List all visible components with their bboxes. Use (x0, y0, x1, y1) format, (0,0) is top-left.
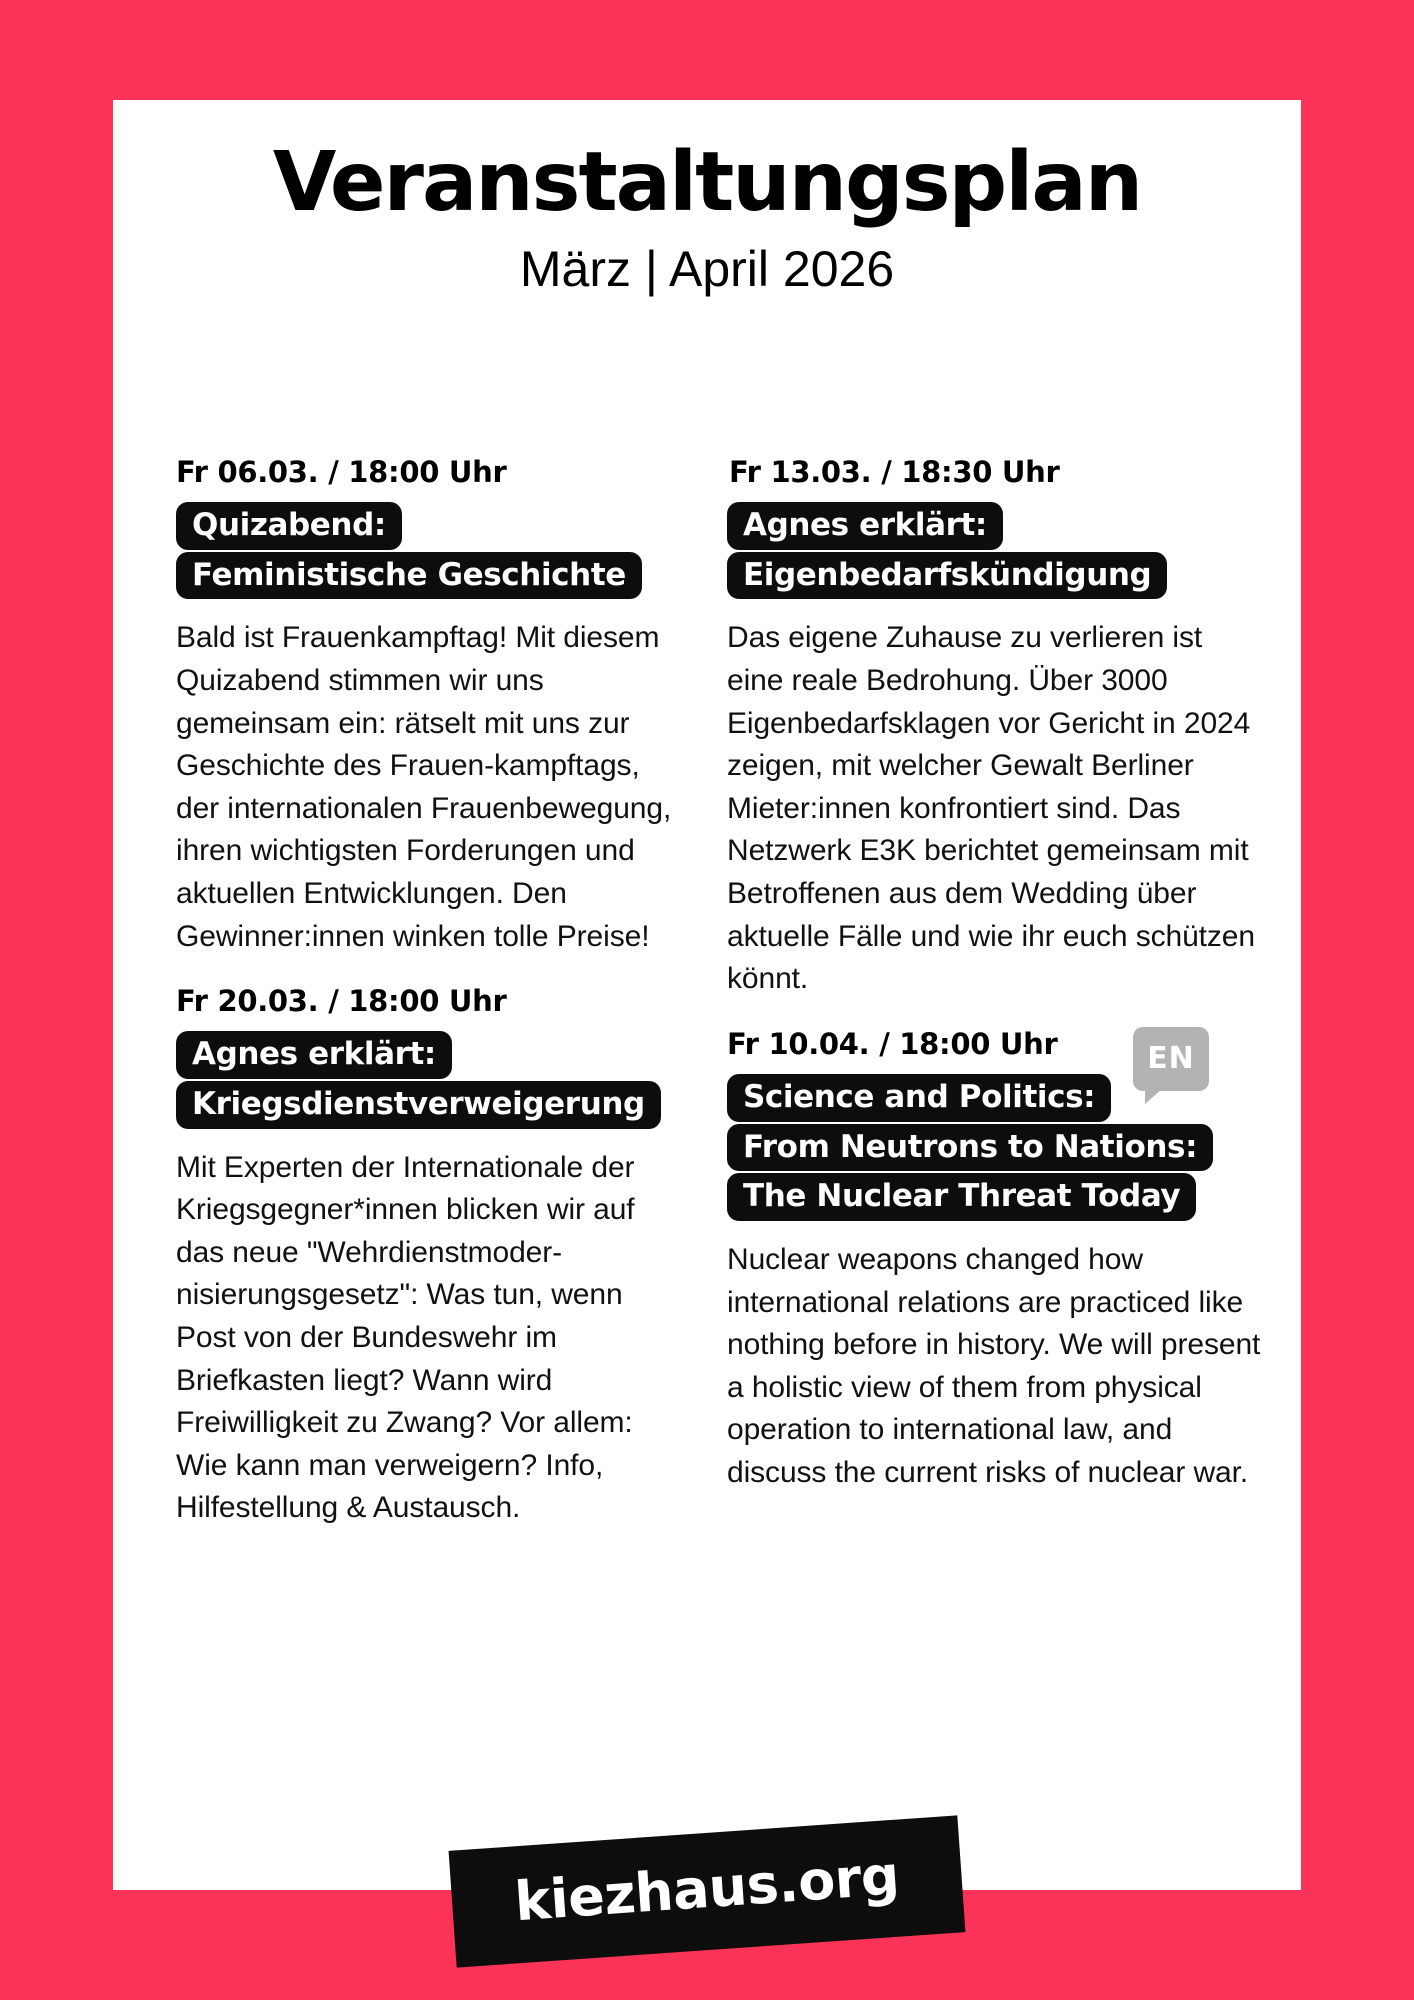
poster (113, 100, 1301, 1934)
event-date: Fr 06.03. / 18:00 Uhr (176, 455, 507, 489)
event-date: Fr 13.03. / 18:30 Uhr (729, 455, 1060, 489)
footer-logo[interactable] (449, 1815, 966, 1967)
event-description: Mit Experten der Internationale der Kriegsgegner*innen blicken wir auf das neue "Wehrdienstmoder-nisierungsgesetz": Was tun, wenn Post von der Bundeswehr im Briefkasten liegt? Wann wird Freiwilligkeit zu Zwang? Vor allem: Wie kann man verweigern? Info, Hilfestellung & Austausch. (176, 1150, 635, 1525)
event-title-line: Agnes erklärt: (176, 1031, 452, 1079)
event-item (727, 455, 1261, 1001)
event-description: Bald ist Frauenkampftag! Mit diesem Quizabend stimmen wir uns gemeinsam ein: rätselt mit uns zur Geschichte des Frauen-kampftags, der internationalen Frauenbewegung, ihren wichtigsten Forderungen und aktuellen Entwicklungen. Den Gewinner:innen winken tolle Preise! (176, 621, 672, 953)
event-title (176, 1031, 677, 1128)
column-left (113, 455, 707, 1556)
event-title (727, 1074, 1261, 1221)
event-title (727, 502, 1261, 599)
event-title-line: Agnes erklärt: (727, 502, 1003, 550)
event-title-line: Science and Politics: (727, 1074, 1111, 1122)
event-item (176, 984, 677, 1530)
event-description: Das eigene Zuhause zu verlieren ist eine reale Bedrohung. Über 3000 Eigenbedarfsklagen vor Gericht in 2024 zeigen, mit welcher Gewalt Berliner Mieter:innen konfrontiert sind. Das Netzwerk E3K berichtet gemeinsam mit Betroffenen aus dem Wedding über aktuelle Fälle und wie ihr euch schützen könnt. (727, 621, 1255, 996)
event-title-line: From Neutrons to Nations: (727, 1124, 1213, 1172)
event-date: Fr 20.03. / 18:00 Uhr (176, 984, 507, 1019)
event-columns (113, 455, 1301, 1556)
event-date: Fr 10.04. / 18:00 Uhr (727, 1026, 1058, 1061)
column-right (707, 455, 1301, 1556)
footer-website-label: kiezhaus.org (512, 1843, 901, 1934)
page-title: Veranstaltungsplan (272, 135, 1142, 230)
event-item (176, 455, 677, 958)
event-item (727, 1027, 1261, 1495)
event-title-line: Eigenbedarfskündigung (727, 552, 1167, 600)
event-title-line: The Nuclear Threat Today (727, 1173, 1196, 1221)
event-title-line: Feministische Geschichte (176, 552, 642, 600)
event-title (176, 502, 677, 599)
page-subtitle: März | April 2026 (519, 241, 895, 297)
language-badge-en: EN (1133, 1027, 1209, 1091)
event-description: Nuclear weapons changed how international relations are practiced like nothing before in history. We will present a holistic view of them from physical operation to international law, and discuss the current risks of nuclear war. (727, 1242, 1261, 1489)
event-title-line: Quizabend: (176, 502, 402, 550)
event-title-line: Kriegsdienstverweigerung (176, 1081, 661, 1129)
